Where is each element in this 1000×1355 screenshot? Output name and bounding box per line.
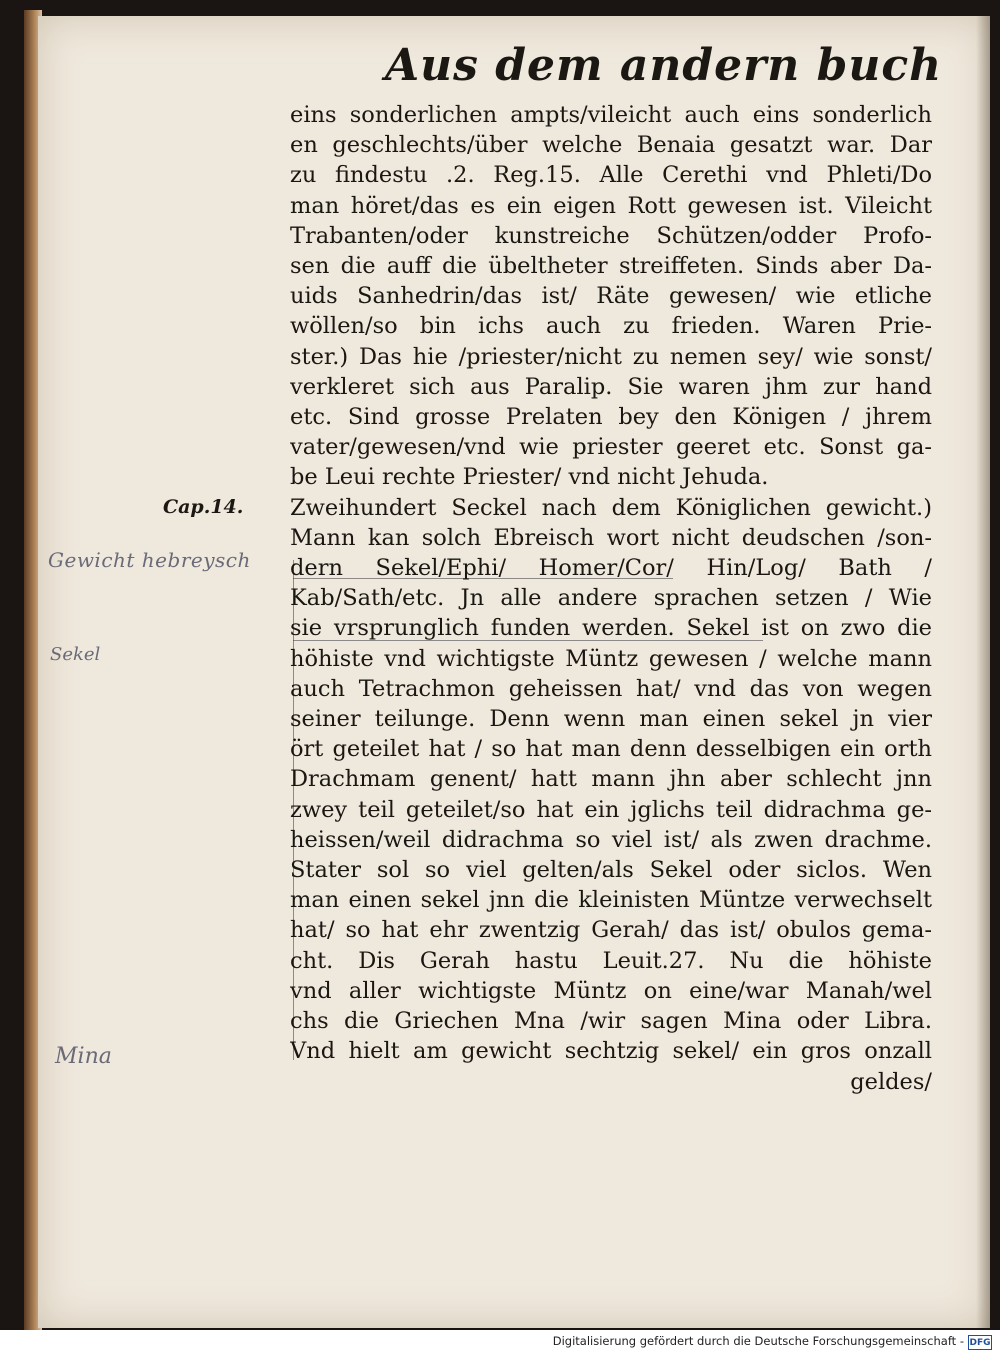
text-line: Stater sol so viel gelten/als Sekel oder siclos. Wen — [290, 857, 932, 884]
text-line: zu findestu .2. Reg.15. Alle Cerethi vnd Phleti/Do — [290, 162, 932, 189]
handwritten-note-sekel: Sekel — [50, 644, 101, 665]
text-line: Drachmam genent/ hatt mann jhn aber schlecht jnn — [290, 766, 932, 793]
text-line: ster.) Das hie /priester/nicht zu nemen sey/ wie sonst/ — [290, 343, 932, 370]
catchword: geldes/ — [850, 1068, 932, 1095]
footer-credit: Digitalisierung gefördert durch die Deutsche Forschungsgemeinschaft - — [552, 1334, 964, 1348]
text-line: Zweihundert Seckel nach dem Königlichen gewicht.) — [290, 494, 932, 521]
text-line: sie vrsprunglich funden werden. Sekel ist on zwo die — [290, 615, 932, 642]
text-line: Trabanten/oder kunstreiche Schützen/odder Profo- — [290, 222, 932, 249]
text-line: hat/ so hat ehr zwentzig Gerah/ das ist/ obulos gema- — [290, 917, 932, 944]
text-line: vnd aller wichtigste Müntz on eine/war Manah/wel — [290, 977, 932, 1004]
text-line: zwey teil geteilet/so hat ein jglichs teil didrachma ge- — [290, 796, 932, 823]
chapter-label: Cap.14. — [163, 496, 244, 518]
text-line: verkleret sich aus Paralip. Sie waren jhm zur hand — [290, 373, 932, 400]
footer-bar — [0, 1330, 1000, 1355]
text-line: auch Tetrachmon geheissen hat/ vnd das von wegen — [290, 675, 932, 702]
text-line: dern Sekel/Ephi/ Homer/Cor/ Hin/Log/ Bath / — [290, 555, 932, 582]
main-text-block — [290, 100, 932, 1097]
text-line: en geschlechts/über welche Benaia gesatzt war. Dar — [290, 132, 932, 159]
text-line: heissen/weil didrachma so viel ist/ als zwen drachme. — [290, 826, 932, 853]
text-line: man einen sekel jnn die kleinisten Müntze verwechselt — [290, 887, 932, 914]
text-line: ört geteilet hat / so hat man denn desselbigen ein orth — [290, 736, 932, 763]
text-line: eins sonderlichen ampts/vileicht auch eins sonderlich — [290, 102, 932, 128]
text-line: wöllen/so bin ichs auch zu frieden. Waren Prie- — [290, 313, 932, 340]
text-line: Kab/Sath/etc. Jn alle andere sprachen setzen / Wie — [290, 585, 932, 612]
text-line: seiner teilunge. Denn wenn man einen sekel jn vier — [290, 706, 932, 733]
text-line: be Leui rechte Priester/ vnd nicht Jehuda. — [290, 464, 769, 491]
dfg-logo-icon: DFG — [968, 1335, 992, 1350]
handwritten-note-gewicht: Gewicht hebreysch — [48, 548, 251, 572]
running-title: Aus dem andern buch — [385, 40, 943, 91]
handwritten-note-mina: Mina — [55, 1044, 112, 1069]
text-line: etc. Sind grosse Prelaten bey den Königen / jhrem — [290, 404, 932, 431]
text-line: höhiste vnd wichtigste Müntz gewesen / welche mann — [290, 645, 932, 672]
text-line: uids Sanhedrin/das ist/ Räte gewesen/ wie etliche — [290, 283, 932, 310]
text-line: chs die Griechen Mna /wir sagen Mina oder Libra. — [290, 1008, 932, 1035]
gutter-shadow — [976, 16, 990, 1328]
text-line: sen die auff die übeltheter streiffeten. Sinds aber Da- — [290, 253, 932, 280]
text-line: man höret/das es ein eigen Rott gewesen ist. Vileicht — [290, 192, 932, 219]
text-line: cht. Dis Gerah hastu Leuit.27. Nu die höhiste — [290, 947, 932, 974]
text-line: Vnd hielt am gewicht sechtzig sekel/ ein gros onzall — [290, 1038, 932, 1065]
text-line: vater/gewesen/vnd wie priester geeret etc. Sonst ga- — [290, 434, 932, 461]
text-line: Mann kan solch Ebreisch wort nicht deudschen /son- — [290, 524, 932, 551]
